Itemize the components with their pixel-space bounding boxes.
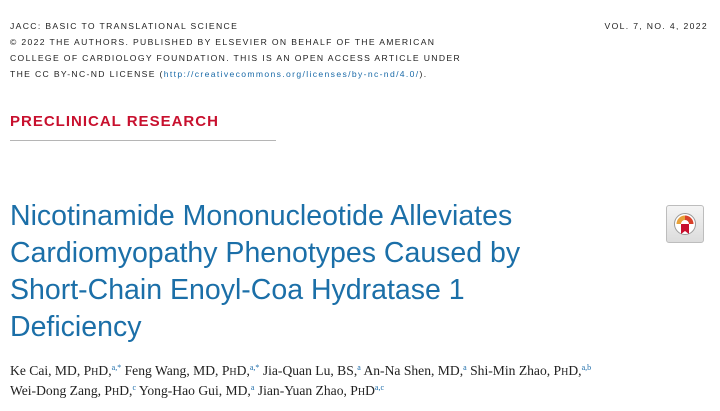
license-line bbox=[10, 66, 461, 82]
journal-name: JACC: BASIC TO TRANSLATIONAL SCIENCE bbox=[10, 21, 239, 31]
title-line-3: Short-Chain Enoyl-Coa Hydratase 1 bbox=[10, 274, 465, 306]
author-list bbox=[10, 361, 591, 401]
check-for-updates-button[interactable] bbox=[666, 205, 704, 243]
license-prefix: THE CC BY-NC-ND LICENSE ( bbox=[10, 69, 164, 79]
article-title bbox=[10, 198, 650, 346]
author-line-1 bbox=[10, 361, 591, 381]
author[interactable]: Ke Cai, MD, PhD,$^{a,*}$ bbox=[10, 363, 122, 378]
author[interactable]: Wei-Dong Zang, PhD,$^c$ bbox=[10, 383, 136, 398]
author[interactable]: An-Na Shen, MD,$^a$ bbox=[363, 363, 467, 378]
section-divider bbox=[10, 140, 276, 141]
author-line-2 bbox=[10, 381, 591, 401]
title-line-2: Cardiomyopathy Phenotypes Caused by bbox=[10, 237, 521, 269]
author[interactable]: Shi-Min Zhao, PhD,$^{a,b}$ bbox=[470, 363, 592, 378]
title-line-4: Deficiency bbox=[10, 311, 142, 343]
copyright-line-2: COLLEGE OF CARDIOLOGY FOUNDATION. THIS IS AN OPEN ACCESS ARTICLE UNDER bbox=[10, 53, 462, 63]
license-link[interactable]: http://creativecommons.org/licenses/by-nc-nd/4.0/ bbox=[163, 69, 420, 79]
author[interactable]: Feng Wang, MD, PhD,$^{a,*}$ bbox=[124, 363, 260, 378]
volume-info: VOL. 7, NO. 4, 2022 bbox=[604, 21, 708, 31]
journal-header bbox=[10, 18, 461, 82]
copyright-line: © 2022 THE AUTHORS. PUBLISHED BY ELSEVIER ON BEHALF OF THE AMERICAN bbox=[10, 37, 436, 47]
license-suffix: ). bbox=[419, 69, 428, 79]
section-label: PRECLINICAL RESEARCH bbox=[10, 113, 219, 130]
author[interactable]: Yong-Hao Gui, MD,$^a$ bbox=[138, 383, 255, 398]
author[interactable]: Jian-Yuan Zhao, PhD$^{a,c}$ bbox=[257, 383, 385, 398]
title-line-1: Nicotinamide Mononucleotide Alleviates bbox=[10, 200, 513, 232]
check-for-updates-icon bbox=[673, 212, 697, 238]
author[interactable]: Jia-Quan Lu, BS,$^a$ bbox=[262, 363, 361, 378]
